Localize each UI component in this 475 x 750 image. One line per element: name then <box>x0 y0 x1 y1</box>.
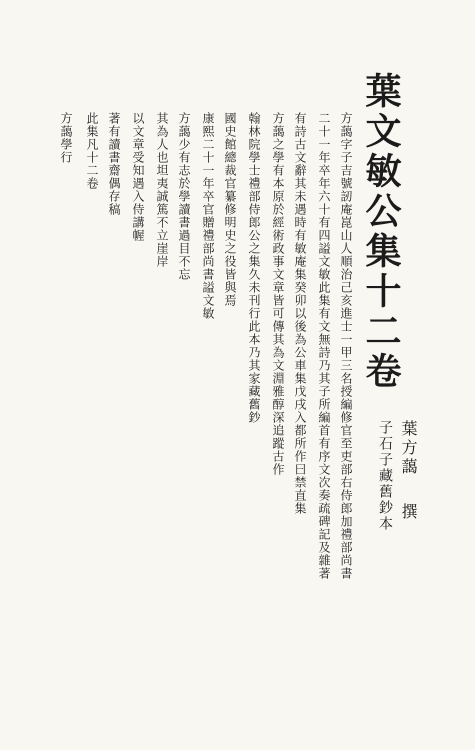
text-column: 方藹學行 <box>59 112 73 164</box>
edition-note: 子石子藏舊鈔本 <box>377 420 393 532</box>
author-name <box>394 420 416 580</box>
text-column: 二十一年卒年六十有四謚文敏此集有文無詩乃其子所編首有序文次奏疏碑記及雜著 <box>317 112 331 580</box>
text-column: 此集凡十二卷 <box>85 112 99 190</box>
text-column: 著有讀書齋偶存稿 <box>107 112 121 216</box>
text-column: 有詩古文辭其未遇時有敏庵集癸卯以後為公車集戊戌入都所作曰禁直集 <box>293 112 307 515</box>
text-column: 其為人也坦夷誠篤不立崖岸 <box>155 112 169 268</box>
text-column: 方藹字子吉號訒庵崑山人順治己亥進士一甲三名授編修官至吏部右侍郎加禮部尚書 <box>339 112 353 580</box>
text-column: 康熙二十一年卒官贈禮部尚書謚文敏 <box>201 112 215 320</box>
text-column: 翰林院學士禮部侍郎公之集久未刊行此本乃其家藏舊鈔 <box>247 112 261 424</box>
text-column: 以文章受知遇入侍講幄 <box>131 112 145 242</box>
author-suffix: 撰 <box>399 503 418 522</box>
text-column: 方藹之學有本原於經術政事文章皆可傳其為文淵雅醇深追蹤古作 <box>271 112 285 476</box>
book-title: 葉文敏公集十二卷 <box>360 72 402 392</box>
author-name-text: 葉方藹 <box>399 420 418 477</box>
text-column: 國史館總裁官纂修明史之役皆與焉 <box>223 112 237 307</box>
text-column: 方藹少有志於學讀書過目不忘 <box>177 112 191 281</box>
